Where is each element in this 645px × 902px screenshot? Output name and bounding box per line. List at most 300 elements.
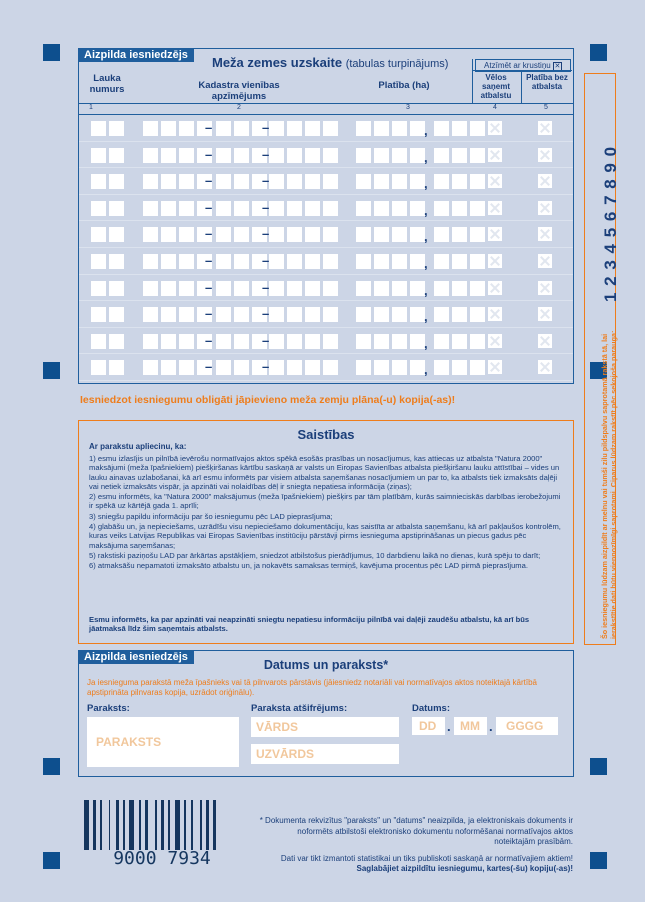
barcode-bar [84,800,89,850]
cadastral-cell[interactable] [269,174,284,189]
table-row [79,168,573,195]
cadastral-cell[interactable] [143,307,158,322]
area-cell[interactable] [470,121,485,136]
side-note [599,74,629,644]
area-cell[interactable] [356,148,371,163]
field-number-cell[interactable] [109,360,124,375]
column-header: Platība bez atbalsta [526,73,568,91]
barcode-bar [213,800,216,850]
area-cell[interactable] [410,148,425,163]
cadastral-cell[interactable] [305,334,320,349]
corner-marker [590,852,607,869]
signature-field[interactable]: PARAKSTS [87,717,239,767]
no-support-checkbox[interactable] [538,148,552,162]
area-cell[interactable] [410,227,425,242]
support-checkbox[interactable] [488,360,502,374]
signature-note: Ja iesnieguma parakstā meža īpašnieks vai tā pilnvarots pārstāvis (jāiesniedz notariāli vai normatīvajos aktos noteiktajā kārtībā apstiprināta pilnvaras kopija, uzrādot oriģinālu). [87,678,537,697]
no-support-checkbox[interactable] [538,254,552,268]
dash-separator: – [205,332,213,348]
cadastral-cell[interactable] [179,174,194,189]
cadastral-cell[interactable] [305,201,320,216]
area-cell[interactable] [470,334,485,349]
cadastral-cell[interactable] [143,334,158,349]
barcode-bar [200,800,202,850]
cadastral-cell[interactable] [287,307,302,322]
cadastral-cell[interactable] [161,201,176,216]
cadastral-cell[interactable] [216,254,231,269]
barcode-bar [155,800,157,850]
cadastral-cell[interactable] [269,148,284,163]
cadastral-cell[interactable] [143,174,158,189]
tab-label: Aizpilda iesniedzējs [78,48,194,62]
field-number-cell[interactable] [109,334,124,349]
cadastral-cell[interactable] [179,254,194,269]
barcode-bar [116,800,119,850]
obligation-item: 4) glabāšu un, ja nepieciešams, uzrādīšu visu nepieciešamo dokumentāciju, kas saistīta ar atbalsta saņemšanu, kā arī pakļaušos kontrolēm, kuras veiks Latvijas Republikas vai Eiropas Savienības institūciju pārstāvji pirms iesnieguma apstiprināšanas un piecus gadus pēc maksājuma saņemšanas; [89,522,561,550]
area-cell[interactable] [410,334,425,349]
cadastral-cell[interactable] [179,281,194,296]
barcode-bar [191,800,193,850]
side-note-text: Šo iesniegumu lūdzam aizpildīt ar melnu vai tumši zilu pildspalvu saprotamā rakstā tā, lai ierakstītie dati būtu viennozīmīgi saprotami. Ciparus lūdzam rakstīt pēc sekojoša parauga: [600,330,618,639]
area-cell[interactable] [392,360,407,375]
dash-separator: – [262,332,270,348]
cadastral-cell[interactable] [216,174,231,189]
mark-hint: Atzīmēt ar krustiņu ✕ [475,59,571,72]
date-label: Datums: [412,703,451,714]
area-cell[interactable] [392,281,407,296]
obligations-list [89,454,565,572]
cadastral-cell[interactable] [287,254,302,269]
decimal-comma: , [424,309,428,325]
field-number-cell[interactable] [109,307,124,322]
cadastral-cell[interactable] [287,121,302,136]
dash-separator: – [205,120,213,135]
support-checkbox[interactable] [488,281,502,295]
table-body [79,115,573,381]
area-cell[interactable] [470,307,485,322]
cross-box-icon: ✕ [554,63,561,70]
cadastral-cell[interactable] [216,121,231,136]
area-cell[interactable] [470,360,485,375]
cadastral-cell[interactable] [323,334,338,349]
cadastral-cell[interactable] [161,360,176,375]
area-cell[interactable] [452,227,467,242]
date-separator: . [447,719,451,734]
area-cell[interactable] [470,254,485,269]
cadastral-cell[interactable] [143,227,158,242]
area-cell[interactable] [374,148,389,163]
area-cell[interactable] [392,227,407,242]
area-cell[interactable] [452,254,467,269]
corner-marker [590,758,607,775]
decimal-comma: , [424,176,428,192]
dash-separator: – [262,146,270,162]
area-cell[interactable] [356,227,371,242]
area-cell[interactable] [356,281,371,296]
area-cell[interactable] [470,148,485,163]
cadastral-cell[interactable] [216,148,231,163]
surname-field[interactable]: UZVĀRDS [251,744,399,764]
dash-separator: – [262,253,270,268]
cadastral-cell[interactable] [269,281,284,296]
barcode-bar [175,800,180,850]
area-cell[interactable] [434,121,449,136]
cadastral-cell[interactable] [143,281,158,296]
obligation-item: 2) esmu informēts, ka "Natura 2000" maksājumus (meža īpašniekiem) piešķirs par tām platībām, kurās saimnieciskās darbības ierobežojumi ir spēkā uz kārtējā gada 1. aprīli; [89,492,561,511]
dash-separator: – [205,253,213,268]
area-cell[interactable] [434,148,449,163]
corner-marker [43,362,60,379]
support-checkbox[interactable] [488,121,502,135]
field-number-cell[interactable] [91,307,106,322]
area-cell[interactable] [410,307,425,322]
cadastral-cell[interactable] [269,307,284,322]
support-checkbox[interactable] [488,201,502,215]
dash-separator: – [262,226,270,242]
dash-separator: – [205,173,213,189]
barcode-number: 9000 7934 [113,848,211,869]
dash-separator: – [262,120,270,135]
corner-marker [590,44,607,61]
cadastral-cell[interactable] [161,227,176,242]
barcode-bar [139,800,141,850]
cadastral-cell[interactable] [234,148,249,163]
area-cell[interactable] [374,307,389,322]
table-row [79,301,573,328]
cadastral-cell[interactable] [305,148,320,163]
area-cell[interactable] [452,174,467,189]
cadastral-cell[interactable] [161,148,176,163]
field-number-cell[interactable] [109,281,124,296]
cadastral-cell[interactable] [234,201,249,216]
field-number-cell[interactable] [91,174,106,189]
table-row [79,328,573,355]
signature-label: Paraksts: [87,703,130,714]
area-cell[interactable] [356,254,371,269]
year-field[interactable]: GGGG [496,717,558,735]
cadastral-cell[interactable] [305,281,320,296]
footer [255,816,573,875]
cadastral-cell[interactable] [179,227,194,242]
obligations-closing: Esmu informēts, ka par apzināti vai neapzināti sniegtu nepatiesu informāciju pilnībā vai daļēji zaudēšu atbalstu, kā arī būs jāatmaksā līdz šim saņemtais atbalsts. [89,615,530,634]
obligations-intro: Ar parakstu apliecinu, ka: [89,442,187,451]
area-cell[interactable] [452,201,467,216]
field-number-cell[interactable] [109,201,124,216]
area-cell[interactable] [470,227,485,242]
corner-marker [43,758,60,775]
field-number-cell[interactable] [109,174,124,189]
area-cell[interactable] [374,201,389,216]
cadastral-cell[interactable] [216,360,231,375]
obligation-item: 6) atmaksāšu nepamatoti izmaksāto atbalstu un, ja nokavēts samaksas termiņš, kavējuma procentus pēc LAD pirmā pieprasījuma. [89,561,528,571]
area-cell[interactable] [410,201,425,216]
cadastral-cell[interactable] [305,174,320,189]
support-checkbox[interactable] [488,254,502,268]
cadastral-cell[interactable] [305,360,320,375]
area-cell[interactable] [434,334,449,349]
column-header: Lauka numurs [89,73,125,95]
dash-separator: – [262,306,270,322]
corner-marker [43,44,60,61]
cadastral-cell[interactable] [287,174,302,189]
barcode-bar [129,800,134,850]
cadastral-cell[interactable] [179,121,194,136]
signature-title: Datums un paraksts* [263,658,389,672]
area-cell[interactable] [470,174,485,189]
cadastral-cell[interactable] [287,227,302,242]
cadastral-cell[interactable] [216,307,231,322]
barcode-bar [168,800,170,850]
plan-note: Iesniedzot iesniegumu obligāti jāpievieno meža zemju plāna(-u) kopija(-as)! [80,394,456,406]
area-cell[interactable] [392,174,407,189]
cadastral-cell[interactable] [234,254,249,269]
area-cell[interactable] [410,360,425,375]
area-cell[interactable] [392,121,407,136]
area-cell[interactable] [356,174,371,189]
cadastral-cell[interactable] [161,307,176,322]
field-number-cell[interactable] [91,281,106,296]
cadastral-cell[interactable] [305,307,320,322]
cadastral-cell[interactable] [179,148,194,163]
dash-separator: – [262,279,270,295]
cadastral-cell[interactable] [305,254,320,269]
table-row [79,275,573,302]
area-cell[interactable] [434,201,449,216]
tab-label: Aizpilda iesniedzējs [78,650,194,664]
cadastral-cell[interactable] [161,334,176,349]
cadastral-cell[interactable] [269,121,284,136]
field-number-cell[interactable] [91,121,106,136]
dash-separator: – [205,359,213,375]
no-support-checkbox[interactable] [538,360,552,374]
dash-separator: – [262,199,270,215]
field-number-cell[interactable] [91,148,106,163]
cadastral-cell[interactable] [269,334,284,349]
cadastral-cell[interactable] [216,334,231,349]
barcode [82,800,242,870]
decimal-comma: , [424,202,428,218]
field-number-cell[interactable] [91,201,106,216]
dash-separator: – [205,226,213,242]
cadastral-cell[interactable] [323,307,338,322]
cadastral-cell[interactable] [234,121,249,136]
area-cell[interactable] [452,281,467,296]
area-cell[interactable] [452,334,467,349]
no-support-checkbox[interactable] [538,227,552,241]
table-row [79,115,573,142]
decimal-comma: , [424,256,428,271]
cadastral-cell[interactable] [216,201,231,216]
area-cell[interactable] [434,360,449,375]
area-cell[interactable] [434,307,449,322]
cadastral-cell[interactable] [179,201,194,216]
cadastral-cell[interactable] [269,201,284,216]
cadastral-cell[interactable] [269,254,284,269]
area-cell[interactable] [452,307,467,322]
cadastral-cell[interactable] [234,281,249,296]
signature-panel [78,650,574,777]
area-cell[interactable] [452,360,467,375]
cadastral-cell[interactable] [323,227,338,242]
area-cell[interactable] [392,334,407,349]
cadastral-cell[interactable] [179,334,194,349]
area-cell[interactable] [410,254,425,269]
support-checkbox[interactable] [488,227,502,241]
area-cell[interactable] [392,254,407,269]
area-cell[interactable] [356,360,371,375]
area-cell[interactable] [356,201,371,216]
area-cell[interactable] [356,121,371,136]
cadastral-cell[interactable] [323,360,338,375]
area-cell[interactable] [392,148,407,163]
cadastral-cell[interactable] [287,281,302,296]
area-cell[interactable] [434,227,449,242]
area-cell[interactable] [374,281,389,296]
dash-separator: – [262,173,270,189]
cadastral-cell[interactable] [216,227,231,242]
support-checkbox[interactable] [488,148,502,162]
barcode-bar [123,800,125,850]
column-header: Platība (ha) [378,80,430,91]
area-cell[interactable] [434,281,449,296]
area-cell[interactable] [374,227,389,242]
decimal-comma: , [424,362,428,378]
cadastral-cell[interactable] [323,174,338,189]
area-cell[interactable] [470,281,485,296]
side-note-box [584,73,620,645]
barcode-bar [93,800,96,850]
cadastral-cell[interactable] [287,148,302,163]
dash-separator: – [262,359,270,375]
obligations-title: Saistības [297,427,355,442]
dash-separator: – [205,279,213,295]
barcode-bar [109,800,111,850]
obligations-panel [78,420,574,644]
field-number-cell[interactable] [91,360,106,375]
cadastral-cell[interactable] [234,174,249,189]
cadastral-cell[interactable] [305,227,320,242]
cadastral-cell[interactable] [216,281,231,296]
decimal-comma: , [424,282,428,298]
date-separator: . [489,719,493,734]
field-number-cell[interactable] [91,227,106,242]
cadastral-cell[interactable] [287,360,302,375]
support-checkbox[interactable] [488,307,502,321]
no-support-checkbox[interactable] [538,174,552,188]
no-support-checkbox[interactable] [538,281,552,295]
decimal-comma: , [424,123,428,138]
area-cell[interactable] [374,254,389,269]
area-cell[interactable] [356,307,371,322]
cadastral-cell[interactable] [234,307,249,322]
table-row [79,195,573,222]
cadastral-cell[interactable] [323,254,338,269]
month-field[interactable]: MM [454,717,487,735]
barcode-bar [206,800,209,850]
field-number-cell[interactable] [109,121,124,136]
cadastral-cell[interactable] [179,307,194,322]
field-number-cell[interactable] [91,254,106,269]
cadastral-cell[interactable] [323,148,338,163]
dash-separator: – [205,306,213,322]
area-cell[interactable] [392,307,407,322]
area-cell[interactable] [470,201,485,216]
obligation-item: 1) esmu izlasījis un pilnībā ievērošu normatīvajos aktos spēkā esošās prasības un nosacījumus, kas attiecas uz atbalsta "Natura 2000" maksājumi (meža īpašniekiem) piešķiršanas kārtību saskaņā ar valsts un Eiropas Savienības atbalsta piešķiršanu lauku attīstībai – vides un lauku ainavas uzlabošanai, kā arī esmu informēts par visiem atbalsta saņemšanas nosacījumiem un par to, ka atbalsts tiek izmaksāts daļēji vai netiek izmaksāts vispār, ja apzināti vai nolaidības dēļ ir sniegta nepatiesa informācija (ziņas); [89,454,560,491]
area-cell[interactable] [410,121,425,136]
area-cell[interactable] [392,201,407,216]
cadastral-cell[interactable] [234,227,249,242]
cadastral-cell[interactable] [143,254,158,269]
cadastral-cell[interactable] [143,201,158,216]
dash-separator: – [205,146,213,162]
area-cell[interactable] [452,121,467,136]
barcode-bar [161,800,164,850]
cadastral-cell[interactable] [269,360,284,375]
cadastral-cell[interactable] [143,360,158,375]
field-number-cell[interactable] [109,148,124,163]
no-support-checkbox[interactable] [538,307,552,321]
support-checkbox[interactable] [488,334,502,348]
cadastral-cell[interactable] [323,201,338,216]
cadastral-cell[interactable] [269,227,284,242]
cadastral-cell[interactable] [161,281,176,296]
table-title: Meža zemes uzskaite (tabulas turpinājums) [212,55,449,70]
obligation-item: 5) rakstiski paziņošu LAD par ārkārtas apstākļiem, sniedzot atbilstošus pierādījumus, 10 darbdienu laikā no dienas, kurā spēju to darīt; [89,550,541,560]
barcode-bar [184,800,186,850]
field-number-cell[interactable] [91,334,106,349]
obligation-item: 3) sniegšu papildu informāciju par šo iesniegumu pēc LAD pieprasījuma; [89,511,333,521]
table-row [79,248,573,275]
area-cell[interactable] [434,174,449,189]
cadastral-cell[interactable] [143,121,158,136]
area-cell[interactable] [434,254,449,269]
cadastral-cell[interactable] [179,360,194,375]
area-cell[interactable] [374,121,389,136]
cadastral-cell[interactable] [323,281,338,296]
no-support-checkbox[interactable] [538,121,552,135]
no-support-checkbox[interactable] [538,334,552,348]
footer-keep: Saglabājiet aizpildītu iesniegumu, kartes(-šu) kopiju(-as)! [356,864,573,873]
area-cell[interactable] [374,334,389,349]
field-number-cell[interactable] [109,227,124,242]
cadastral-cell[interactable] [161,254,176,269]
area-cell[interactable] [374,174,389,189]
cadastral-cell[interactable] [323,121,338,136]
area-cell[interactable] [374,360,389,375]
cadastral-cell[interactable] [287,201,302,216]
footer-note: * Dokumenta rekvizītus "paraksts" un "datums" neaizpilda, ja elektroniskais dokuments ir noformēts atbilstoši elektronisko dokumentu noformēšanai normatīvajos aktos noteiktajām prasībām. [259,816,573,846]
barcode-bar [100,800,102,850]
cadastral-cell[interactable] [161,174,176,189]
no-support-checkbox[interactable] [538,201,552,215]
area-cell[interactable] [356,334,371,349]
cadastral-cell[interactable] [143,148,158,163]
cadastral-cell[interactable] [234,334,249,349]
sample-digits: 1 2 3 4 5 6 7 8 9 0 [601,145,620,302]
area-cell[interactable] [410,281,425,296]
support-checkbox[interactable] [488,174,502,188]
field-number-cell[interactable] [109,254,124,269]
cadastral-cell[interactable] [161,121,176,136]
name-field[interactable]: VĀRDS [251,717,399,737]
cadastral-cell[interactable] [305,121,320,136]
decimal-comma: , [424,229,428,245]
area-cell[interactable] [410,174,425,189]
cadastral-cell[interactable] [234,360,249,375]
cadastral-cell[interactable] [287,334,302,349]
area-cell[interactable] [452,148,467,163]
day-field[interactable]: DD [412,717,445,735]
